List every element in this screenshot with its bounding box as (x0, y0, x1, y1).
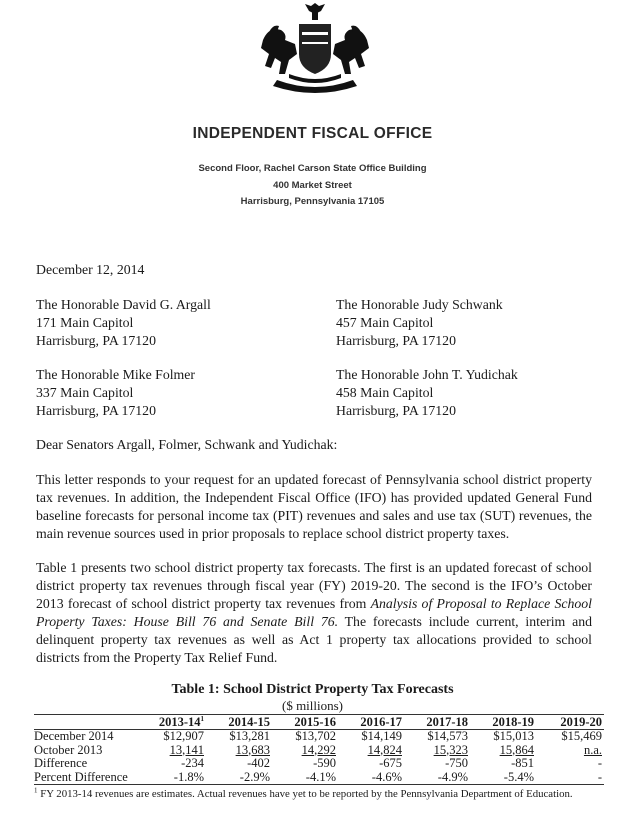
table-title: Table 1: School District Property Tax Forecasts (171, 682, 454, 697)
table-cell: $15,013 (493, 729, 534, 743)
table-cell: -4.1% (305, 769, 336, 784)
table-cell: $14,149 (361, 729, 402, 743)
forecast-table (34, 714, 604, 785)
table-cell: -4.6% (371, 769, 402, 784)
table-cell: $14,573 (427, 729, 468, 743)
header-cell: 2016-17 (360, 715, 402, 729)
table-cell: -2.9% (239, 769, 270, 784)
footnote-marker: 1 (200, 714, 204, 723)
recipient-office: 337 Main Capitol (36, 385, 134, 400)
paragraph-2-text-a: Table 1 presents two school district property tax forecasts. The first is an updated forecast of school district property tax revenues through fiscal year (FY) 2019-20. The second is the IFO’s October 2013 forecast of school district property tax revenues from (36, 560, 592, 611)
table-cell: 14,824 (367, 742, 402, 757)
table-cell: -590 (313, 756, 336, 770)
table-cell: 13,141 (169, 742, 204, 757)
row-label: Difference (34, 756, 88, 770)
table-cell: -851 (511, 756, 534, 770)
table-row (34, 744, 604, 758)
header-cell: 2015-16 (294, 715, 336, 729)
table-header-row (34, 715, 604, 730)
table-cell: -402 (247, 756, 270, 770)
address-line-2: 400 Market Street (273, 180, 352, 191)
recipient-office: 457 Main Capitol (336, 315, 434, 330)
paragraph-2-text-b: The forecasts include current, interim and delinquent property tax revenues as well as Act 1 property tax allocations provided to school districts from the Property Tax Relief Fund. (36, 614, 593, 665)
table-cell: - (597, 769, 602, 784)
header-cell: $2013-14^1$ (158, 714, 204, 729)
header-cell (34, 715, 140, 729)
recipient-folmer (36, 366, 195, 420)
table-cell: -4.9% (437, 769, 468, 784)
row-label: October 2013 (34, 742, 103, 757)
recipient-name: The Honorable John T. Yudichak (336, 367, 518, 382)
header-cell: 2014-15 (228, 715, 270, 729)
report-title-citation: Analysis of Proposal to Replace School Property Taxes: House Bill 76 and Senate Bill 76. (36, 596, 592, 629)
table-cell: $12,907 (163, 729, 204, 743)
table-cell: 14,292 (301, 742, 336, 757)
recipient-name: The Honorable David G. Argall (36, 297, 211, 312)
recipient-name: The Honorable Judy Schwank (336, 297, 503, 312)
table-cell: 13,683 (235, 742, 270, 757)
recipient-city: Harrisburg, PA 17120 (36, 333, 156, 348)
table-footnote (34, 788, 573, 800)
table-cell: n.a. (583, 742, 602, 757)
table-cell: 15,323 (433, 742, 468, 757)
table-row (34, 757, 604, 771)
address-line-3: Harrisburg, Pennsylvania 17105 (240, 196, 385, 207)
recipient-city: Harrisburg, PA 17120 (336, 403, 456, 418)
recipient-office: 171 Main Capitol (36, 315, 134, 330)
table-cell: 15,864 (499, 742, 534, 757)
header-cell: 2018-19 (492, 715, 534, 729)
recipient-argall (36, 296, 211, 350)
address-line-1: Second Floor, Rachel Carson State Office Building (198, 163, 427, 174)
pennsylvania-coat-of-arms-icon (255, 2, 375, 102)
recipient-city: Harrisburg, PA 17120 (36, 403, 156, 418)
table-cell: $15,469 (561, 729, 602, 743)
org-name: INDEPENDENT FISCAL OFFICE (192, 125, 433, 142)
table-cell: -234 (181, 756, 204, 770)
header-cell: 2017-18 (426, 715, 468, 729)
row-label: December 2014 (34, 729, 114, 743)
recipient-schwank (336, 296, 503, 350)
table-subtitle: ($ millions) (281, 698, 344, 713)
recipient-office: 458 Main Capitol (336, 385, 434, 400)
recipient-yudichak (336, 366, 518, 420)
salutation: Dear Senators Argall, Folmer, Schwank and Yudichak: (36, 437, 338, 452)
table-cell: $13,702 (295, 729, 336, 743)
table-row (34, 771, 604, 785)
table-cell: -5.4% (503, 769, 534, 784)
table-cell: -750 (445, 756, 468, 770)
paragraph-1: This letter responds to your request for an updated forecast of Pennsylvania school district property tax revenues. In addition, the Independent Fiscal Office (IFO) has provided updated General Fund baseline forecasts for personal income tax (PIT) revenues and sales and use tax (SUT) revenues, the main revenue sources used in prior proposals to replace school district property taxes. (36, 472, 592, 541)
footnote-marker: 1 (34, 786, 38, 795)
table-cell: -1.8% (173, 769, 204, 784)
table-cell: -675 (379, 756, 402, 770)
table-row (34, 730, 604, 744)
paragraph-2 (36, 559, 592, 667)
header-cell: 2019-20 (560, 715, 602, 729)
recipient-city: Harrisburg, PA 17120 (336, 333, 456, 348)
footnote-text: FY 2013-14 revenues are estimates. Actual revenues have yet to be reported by the Pennsylvania Department of Education. (40, 788, 573, 800)
recipient-name: The Honorable Mike Folmer (36, 367, 196, 382)
table-cell: $13,281 (229, 729, 270, 743)
row-label: Percent Difference (34, 769, 128, 784)
table-cell: - (597, 756, 602, 770)
letter-date: December 12, 2014 (36, 262, 145, 277)
